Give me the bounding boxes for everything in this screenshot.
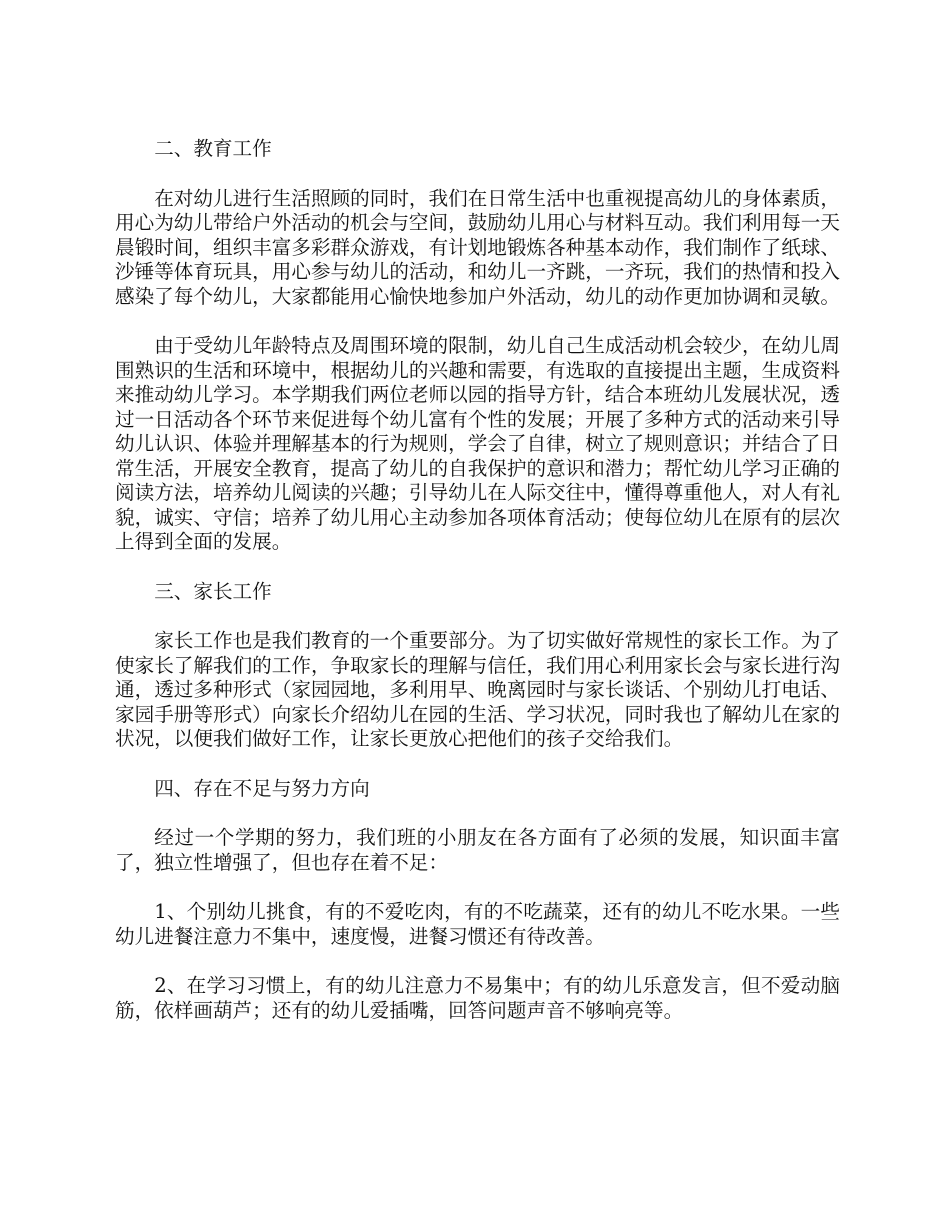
list-item-eating-habits: 1、个别幼儿挑食，有的不爱吃肉，有的不吃蔬菜，还有的幼儿不吃水果。一些幼儿进餐注意力不集中，速度慢，进餐习惯还有待改善。 bbox=[115, 900, 840, 948]
paragraph-semester-summary: 经过一个学期的努力，我们班的小朋友在各方面有了必须的发展，知识面丰富了，独立性增强了，但也存在着不足： bbox=[115, 826, 840, 874]
paragraph-generated-activities: 由于受幼儿年龄特点及周围环境的限制，幼儿自己生成活动机会较少，在幼儿周围熟识的生活和环境中，根据幼儿的兴趣和需要，有选取的直接提出主题，生成资料来推动幼儿学习。本学期我们两位老师以园的指导方针，结合本班幼儿发展状况，透过一日活动各个环节来促进每个幼儿富有个性的发展；开展了多种方式的活动来引导幼儿认识、体验并理解基本的行为规则，学会了自律，树立了规则意识；并结合了日常生活，开展安全教育，提高了幼儿的自我保护的意识和潜力；帮忙幼儿学习正确的阅读方法，培养幼儿阅读的兴趣；引导幼儿在人际交往中，懂得尊重他人，对人有礼貌，诚实、守信；培养了幼儿用心主动参加各项体育活动；使每位幼儿在原有的层次上得到全面的发展。 bbox=[115, 334, 840, 553]
paragraph-outdoor-activities: 在对幼儿进行生活照顾的同时，我们在日常生活中也重视提高幼儿的身体素质，用心为幼儿带给户外活动的机会与空间，鼓励幼儿用心与材料互动。我们利用每一天晨锻时间，组织丰富多彩群众游戏，有计划地锻炼各种基本动作，我们制作了纸球、沙锤等体育玩具，用心参与幼儿的活动，和幼儿一齐跳，一齐玩，我们的热情和投入感染了每个幼儿，大家都能用心愉快地参加户外活动，幼儿的动作更加协调和灵敏。 bbox=[115, 186, 840, 308]
document-page bbox=[115, 137, 840, 1023]
section-heading-education: 二、教育工作 bbox=[154, 137, 272, 160]
list-item-learning-habits: 2、在学习习惯上，有的幼儿注意力不易集中；有的幼儿乐意发言，但不爱动脑筋，依样画葫芦；还有的幼儿爱插嘴，回答问题声音不够响亮等。 bbox=[115, 974, 840, 1022]
paragraph-parent-work: 家长工作也是我们教育的一个重要部分。为了切实做好常规性的家长工作。为了使家长了解我们的工作，争取家长的理解与信任，我们用心利用家长会与家长进行沟通，透过多种形式（家园园地，多利用早、晚离园时与家长谈话、个别幼儿打电话、家园手册等形式）向家长介绍幼儿在园的生活、学习状况，同时我也了解幼儿在家的状况，以便我们做好工作，让家长更放心把他们的孩子交给我们。 bbox=[115, 629, 840, 750]
section-heading-parents: 三、家长工作 bbox=[154, 579, 272, 603]
section-heading-shortcomings: 四、存在不足与努力方向 bbox=[154, 776, 370, 800]
